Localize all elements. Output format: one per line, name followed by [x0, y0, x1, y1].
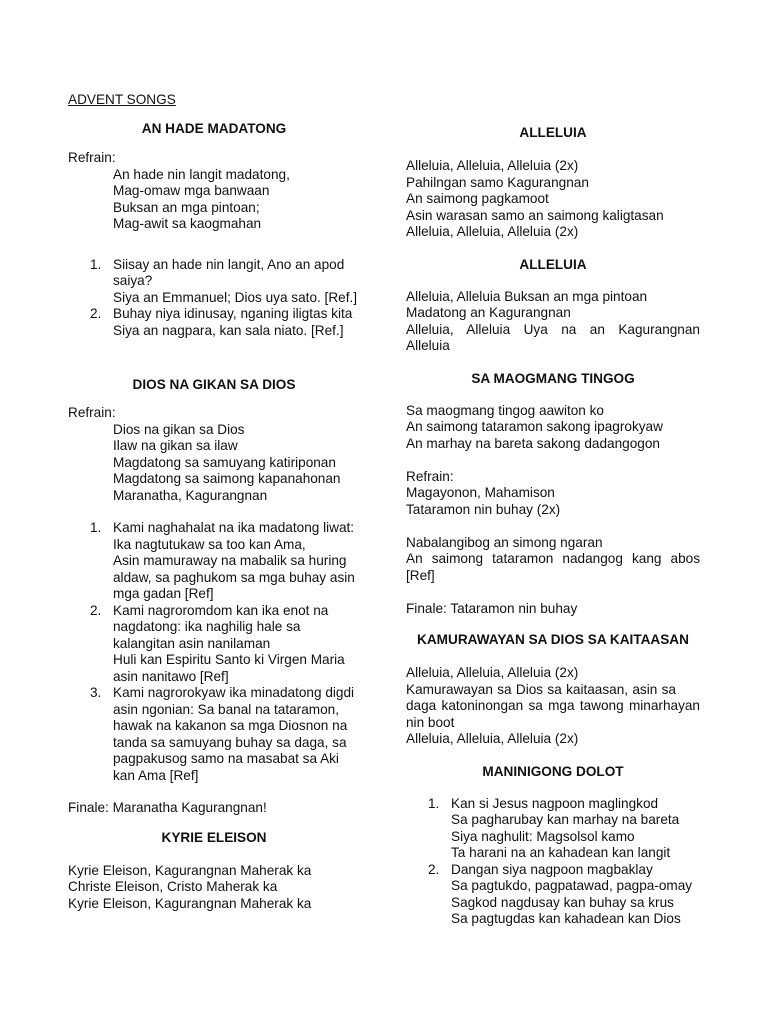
- verse-line: Kami naghahalat na ika madatong liwat:: [113, 520, 355, 535]
- lyric-line: Alleluia, Alleluia Buksan an mga pintoan: [406, 288, 648, 304]
- song-title-maninigong-dolot: MANINIGONG DOLOT: [482, 763, 624, 779]
- refrain-line: Dios na gikan sa Dios: [113, 421, 245, 437]
- verse-line: mga gadan [Ref]: [113, 586, 214, 601]
- verse-line: hawak na kakanon sa mga Diosnon na: [113, 718, 348, 733]
- verse-line: Sagkod nagdusay kan buhay sa krus: [451, 894, 674, 910]
- verse-item: [406, 796, 700, 862]
- verse-line: pagpakusog samo na masabat sa Aki: [113, 751, 339, 766]
- verse-item: [406, 862, 700, 928]
- refrain-label: Refrain:: [406, 468, 454, 484]
- page-heading: ADVENT SONGS: [68, 92, 176, 107]
- verse-line: Ta harani na an kahadean kan langit: [451, 845, 671, 860]
- verse-line: Asin mamuraway na mabalik sa huring: [113, 553, 347, 568]
- finale-line: Finale: Maranatha Kagurangnan!: [68, 800, 267, 815]
- lyric-line: Alleluia, Alleluia, Alleluia (2x): [406, 731, 579, 746]
- verse-number: 3.: [90, 685, 102, 700]
- verse-line: Siisay an hade nin langit, Ano an apod: [113, 256, 345, 272]
- refrain-line: Maranatha, Kagurangnan: [113, 487, 268, 503]
- verse-line: Sa pagtukdo, pagpatawad, pagpa-omay: [451, 878, 693, 893]
- verse-item: [68, 685, 368, 784]
- verse-line: Ika nagtutukaw sa too kan Ama,: [113, 536, 306, 552]
- verse-line: Dangan siya nagpoon magbaklay: [451, 861, 653, 877]
- verse-number: 2.: [90, 602, 102, 618]
- verse-number: 2.: [90, 306, 102, 321]
- lyric-line: Alleluia, Alleluia, Alleluia (2x): [406, 665, 579, 680]
- verse-line: Sa pagharubay kan marhay na bareta: [451, 812, 680, 827]
- verse-line: kalangitan asin nanilaman: [113, 635, 271, 651]
- verse-line: tanda sa samuyang buhay sa daga, sa: [113, 734, 347, 750]
- lyric-line: nin boot: [406, 714, 455, 730]
- lyric-line: Kyrie Eleison, Kagurangnan Maherak ka: [68, 862, 312, 878]
- refrain-label: Refrain:: [68, 150, 116, 165]
- verse-line: Siya an nagpara, kan sala niato. [Ref.]: [113, 322, 344, 338]
- lyric-line: Kyrie Eleison, Kagurangnan Maherak ka: [68, 895, 312, 911]
- refrain-line: Ilaw na gikan sa ilaw: [113, 438, 238, 453]
- verse-line: saiya?: [113, 273, 153, 288]
- verse-line: Siya naghulit: Magsolsol kamo: [451, 828, 635, 844]
- verse-line: Kan si Jesus nagpoon maglingkod: [451, 795, 659, 811]
- verse-line: Siya an Emmanuel; Dios uya sato. [Ref.]: [113, 289, 358, 305]
- verse-list: [406, 796, 700, 928]
- refrain-line: Mag-omaw mga banwaan: [113, 183, 270, 198]
- verse-list: [68, 520, 368, 784]
- left-column: [68, 121, 368, 912]
- verse-list: [68, 257, 368, 340]
- verse-line: Buhay niya idinusay, nganing iligtas kita: [113, 306, 353, 321]
- lyric-line: An saimong pagkamoot: [406, 191, 549, 206]
- song-title-an-hade-madatong: AN HADE MADATONG: [141, 121, 287, 136]
- verse-number: 1.: [428, 795, 440, 811]
- verse-line: asin ngonian: Sa banal na tataramon,: [113, 701, 339, 717]
- lyric-line: Sa maogmang tingog aawiton ko: [406, 402, 604, 418]
- lyric-line: Nabalangibog an simong ngaran: [406, 534, 603, 550]
- verse-number: 1.: [90, 256, 102, 272]
- refrain-line: Magayonon, Mahamison: [406, 485, 555, 500]
- song-title-kyrie-eleison: KYRIE ELEISON: [161, 829, 267, 845]
- refrain-line: Magdatong sa samuyang katiriponan: [113, 454, 336, 470]
- lyric-line: Kamurawayan sa Dios sa kaitaasan, asin sa: [406, 681, 676, 697]
- verse-line: Sa pagtugdas kan kahadean kan Dios: [451, 911, 681, 926]
- refrain-line: Buksan an mga pintoan;: [113, 199, 260, 215]
- song-title-alleluia: ALLELUIA: [519, 125, 587, 140]
- verse-line: aldaw, sa paghukom sa mga buhay asin: [113, 569, 355, 585]
- verse-line: kan Ama [Ref]: [113, 767, 199, 783]
- verse-line: Huli kan Espiritu Santo ki Virgen Maria: [113, 652, 345, 667]
- lyric-line: An marhay na bareta sakong dadangogon: [406, 435, 660, 451]
- refrain-line: An hade nin langit madatong,: [113, 166, 290, 182]
- song-title-alleluia: ALLELUIA: [519, 256, 587, 272]
- lyric-line: Madatong an Kagurangnan: [406, 305, 571, 320]
- verse-item: [68, 306, 368, 339]
- verse-number: 2.: [428, 861, 440, 877]
- lyric-line: Alleluia, Alleluia Uya na an Kagurangnan: [406, 321, 700, 337]
- lyric-line: An saimong tataramon sakong ipagrokyaw: [406, 419, 663, 434]
- verse-number: 1.: [90, 520, 102, 535]
- song-title-dios-na-gikan-sa-dios: DIOS NA GIKAN SA DIOS: [132, 377, 296, 392]
- verse-item: [68, 520, 368, 603]
- verse-item: [68, 603, 368, 686]
- refrain-line: Mag-awit sa kaogmahan: [113, 216, 262, 231]
- lyric-line: daga katoninongan sa mga tawong minarhayan: [406, 698, 700, 713]
- verse-line: asin nanitawo [Ref]: [113, 668, 229, 684]
- lyric-line: Alleluia: [406, 338, 450, 353]
- lyric-line: Alleluia, Alleluia, Alleluia (2x): [406, 158, 579, 173]
- song-title-sa-maogmang-tingog: SA MAOGMANG TINGOG: [471, 370, 635, 386]
- verse-line: nagdatong: ika naghilig hale sa: [113, 619, 301, 634]
- verse-line: Kami nagrorokyaw ika minadatong digdi: [113, 685, 355, 700]
- right-column: [406, 125, 700, 928]
- lyric-line: Christe Eleison, Cristo Maherak ka: [68, 879, 278, 894]
- lyric-line: [Ref]: [406, 567, 435, 583]
- lyric-line: Alleluia, Alleluia, Alleluia (2x): [406, 224, 579, 239]
- refrain-line: Magdatong sa saimong kapanahonan: [113, 471, 341, 486]
- verse-item: [68, 257, 368, 307]
- finale-line: Finale: Tataramon nin buhay: [406, 600, 578, 616]
- verse-line: Kami nagroromdom kan ika enot na: [113, 602, 329, 618]
- lyric-line: Pahilngan samo Kagurangnan: [406, 174, 589, 190]
- lyric-line: Asin warasan samo an saimong kaligtasan: [406, 207, 664, 223]
- song-title-kamurawayan: KAMURAWAYAN SA DIOS SA KAITAASAN: [417, 632, 689, 647]
- refrain-label: Refrain:: [68, 405, 116, 420]
- lyric-line: An saimong tataramon nadangog kang abos: [406, 551, 700, 566]
- refrain-line: Tataramon nin buhay (2x): [406, 501, 561, 517]
